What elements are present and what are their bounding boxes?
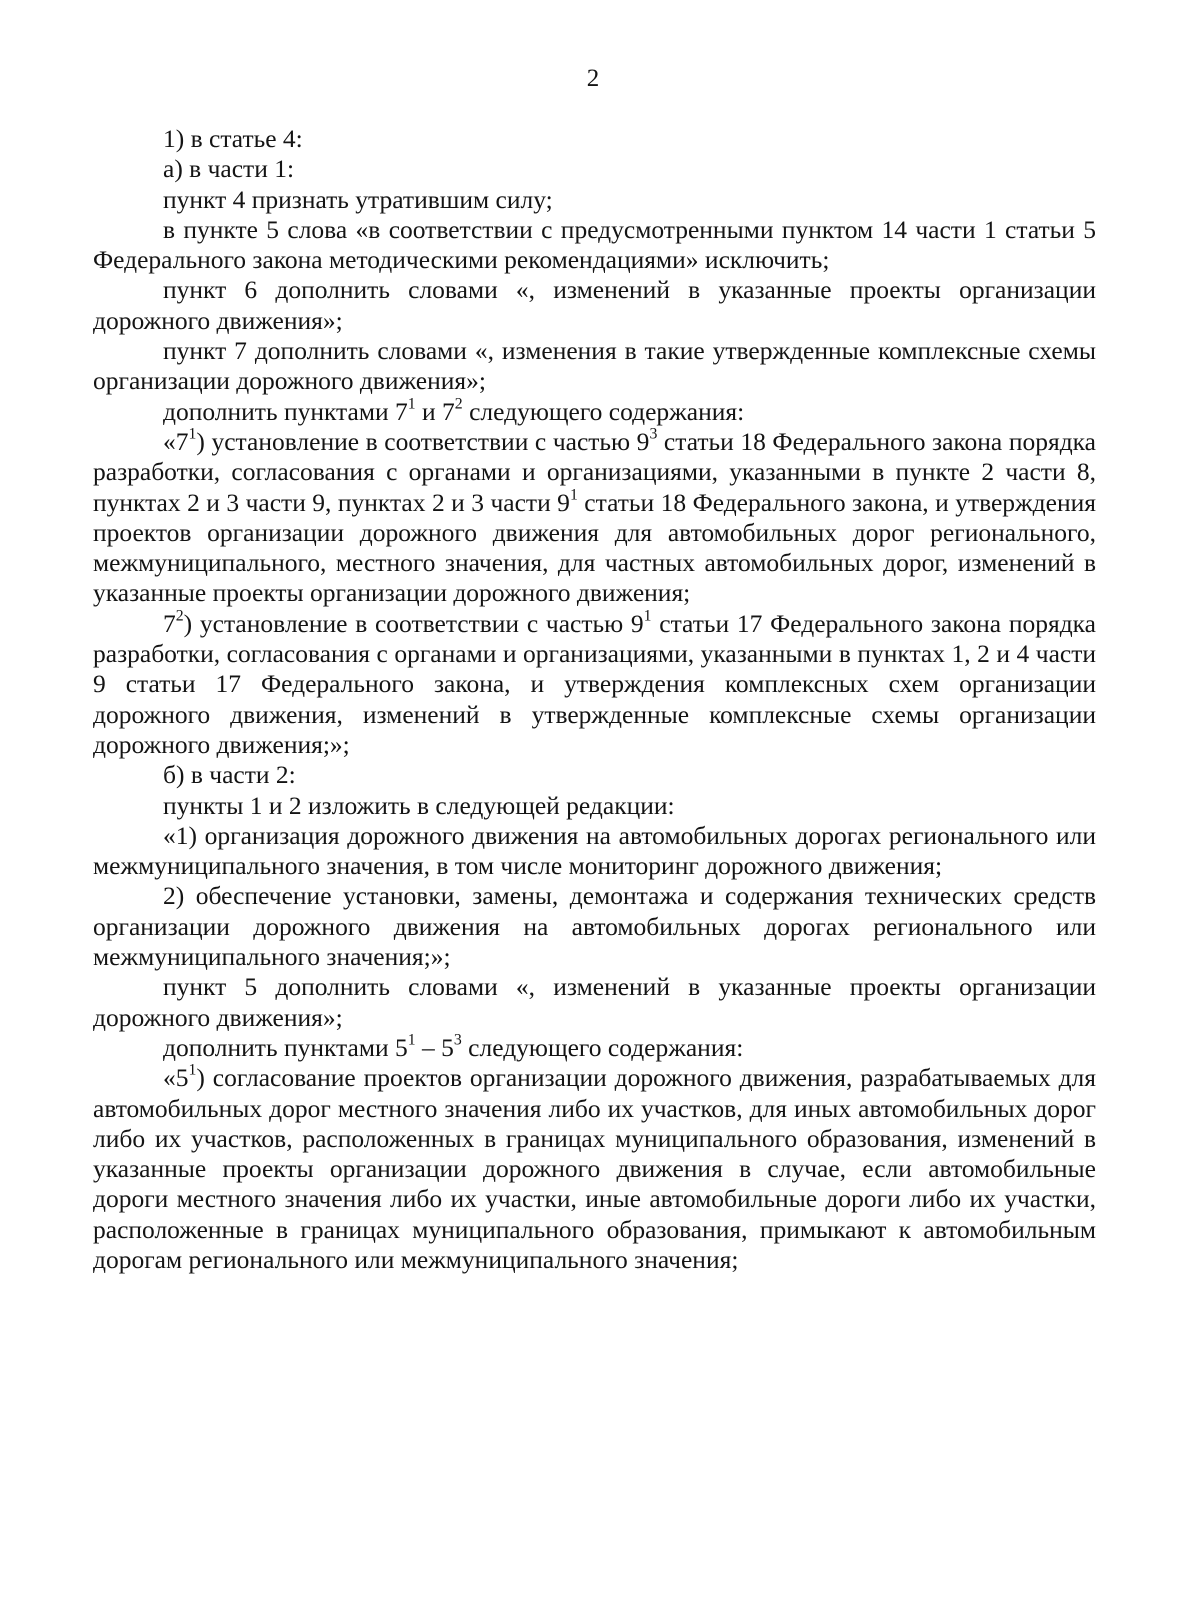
superscript: 1 <box>188 1061 197 1079</box>
paragraph <box>93 881 1096 972</box>
paragraph-text: 7 <box>163 608 176 638</box>
paragraph <box>93 609 1096 760</box>
paragraph-text: ) согласование проектов организации дорожного движения, разрабатываемых для автомобильных дорог местного значения либо их участков, для иных автомобильных дорог либо их участков, расположенных в границах муниципального образования, изменений в указанные проекты организации дорожного движения в случае, если автомобильные дороги местного значения либо их участки, иные автомобильные дороги либо их участки, расположенные в границах муниципального образования, примыкают к автомобильным дорогам регионального или межмуниципального значения; <box>93 1063 1096 1274</box>
paragraph-text: статьи 18 Федерального закона, и утверждения проектов организации дорожного движения для автомобильных дорог регионального, межмуниципального, местного значения, для частных автомобильных дорог, изменений в указанные проекты организации дорожного движения; <box>93 487 1096 608</box>
paragraph <box>93 336 1096 397</box>
superscript: 1 <box>407 1031 416 1049</box>
page-number: 2 <box>586 65 600 92</box>
paragraph-text: в пункте 5 слова «в соответствии с предусмотренными пунктом 14 части 1 статьи 5 Федерального закона методическими рекомендациями» исключить; <box>93 214 1096 275</box>
paragraph-text: пункт 5 дополнить словами «, изменений в указанные проекты организации дорожного движения»; <box>93 972 1096 1032</box>
paragraph-text: дополнить пунктами 5 <box>163 1032 408 1062</box>
superscript: 3 <box>649 425 658 443</box>
paragraph-text: пункт 6 дополнить словами «, изменений в указанные проекты организации дорожного движения»; <box>93 275 1096 335</box>
paragraph <box>93 185 1096 215</box>
paragraph-text: 1) в статье 4: <box>163 124 303 153</box>
paragraph-text: ) установление в соответствии с частью 9 <box>196 426 650 456</box>
paragraph <box>93 1033 1096 1063</box>
paragraph-text: пункты 1 и 2 изложить в следующей редакции: <box>163 790 675 820</box>
paragraph <box>93 791 1096 821</box>
paragraph <box>93 275 1096 336</box>
superscript: 1 <box>188 425 197 443</box>
paragraph-text: статьи 17 Федерального закона порядка разработки, согласования с органами и организациями, указанными в пунктах 1, 2 и 4 части 9 статьи 17 Федерального закона, и утверждения комплексных схем организации дорожного движения, изменений в утвержденные комплексные схемы организации дорожного движения;»; <box>93 608 1096 759</box>
paragraph-text: следующего содержания: <box>462 396 745 426</box>
paragraph-text: ) установление в соответствии с частью 9 <box>183 608 644 638</box>
document-body <box>93 124 1096 1275</box>
paragraph <box>93 821 1096 882</box>
paragraph <box>93 154 1096 184</box>
superscript: 1 <box>643 607 652 625</box>
paragraph-text: «7 <box>163 426 189 456</box>
paragraph-text: «5 <box>163 1063 189 1093</box>
paragraph-text: – 5 <box>415 1032 454 1062</box>
paragraph <box>93 215 1096 276</box>
paragraph <box>93 1063 1096 1275</box>
superscript: 1 <box>569 486 578 504</box>
paragraph-text: статьи 18 Федерального закона порядка разработки, согласования с органами и организациями, указанными в пункте 2 части 8, пунктах 2 и 3 части 9, пунктах 2 и 3 части 9 <box>93 426 1096 517</box>
paragraph <box>93 972 1096 1033</box>
paragraph <box>93 397 1096 427</box>
paragraph-text: дополнить пунктами 7 <box>163 396 408 426</box>
paragraph <box>93 124 1096 154</box>
paragraph-text: и 7 <box>415 396 455 426</box>
paragraph-text: б) в части 2: <box>163 760 296 790</box>
superscript: 3 <box>453 1031 462 1049</box>
paragraph <box>93 760 1096 790</box>
superscript: 2 <box>175 607 184 625</box>
superscript: 2 <box>454 395 463 413</box>
paragraph-text: «1) организация дорожного движения на автомобильных дорогах регионального или межмуниципального значения, в том числе мониторинг дорожного движения; <box>93 820 1096 881</box>
paragraph-text: пункт 4 признать утратившим силу; <box>163 184 553 214</box>
paragraph-text: а) в части 1: <box>163 154 295 184</box>
paragraph-text: 2) обеспечение установки, замены, демонтажа и содержания технических средств организации дорожного движения на автомобильных дорогах регионального или межмуниципального значения;»; <box>93 881 1096 972</box>
paragraph-text: следующего содержания: <box>461 1032 744 1062</box>
superscript: 1 <box>407 395 416 413</box>
paragraph-text: пункт 7 дополнить словами «, изменения в такие утвержденные комплексные схемы организации дорожного движения»; <box>93 336 1096 396</box>
paragraph <box>93 427 1096 609</box>
